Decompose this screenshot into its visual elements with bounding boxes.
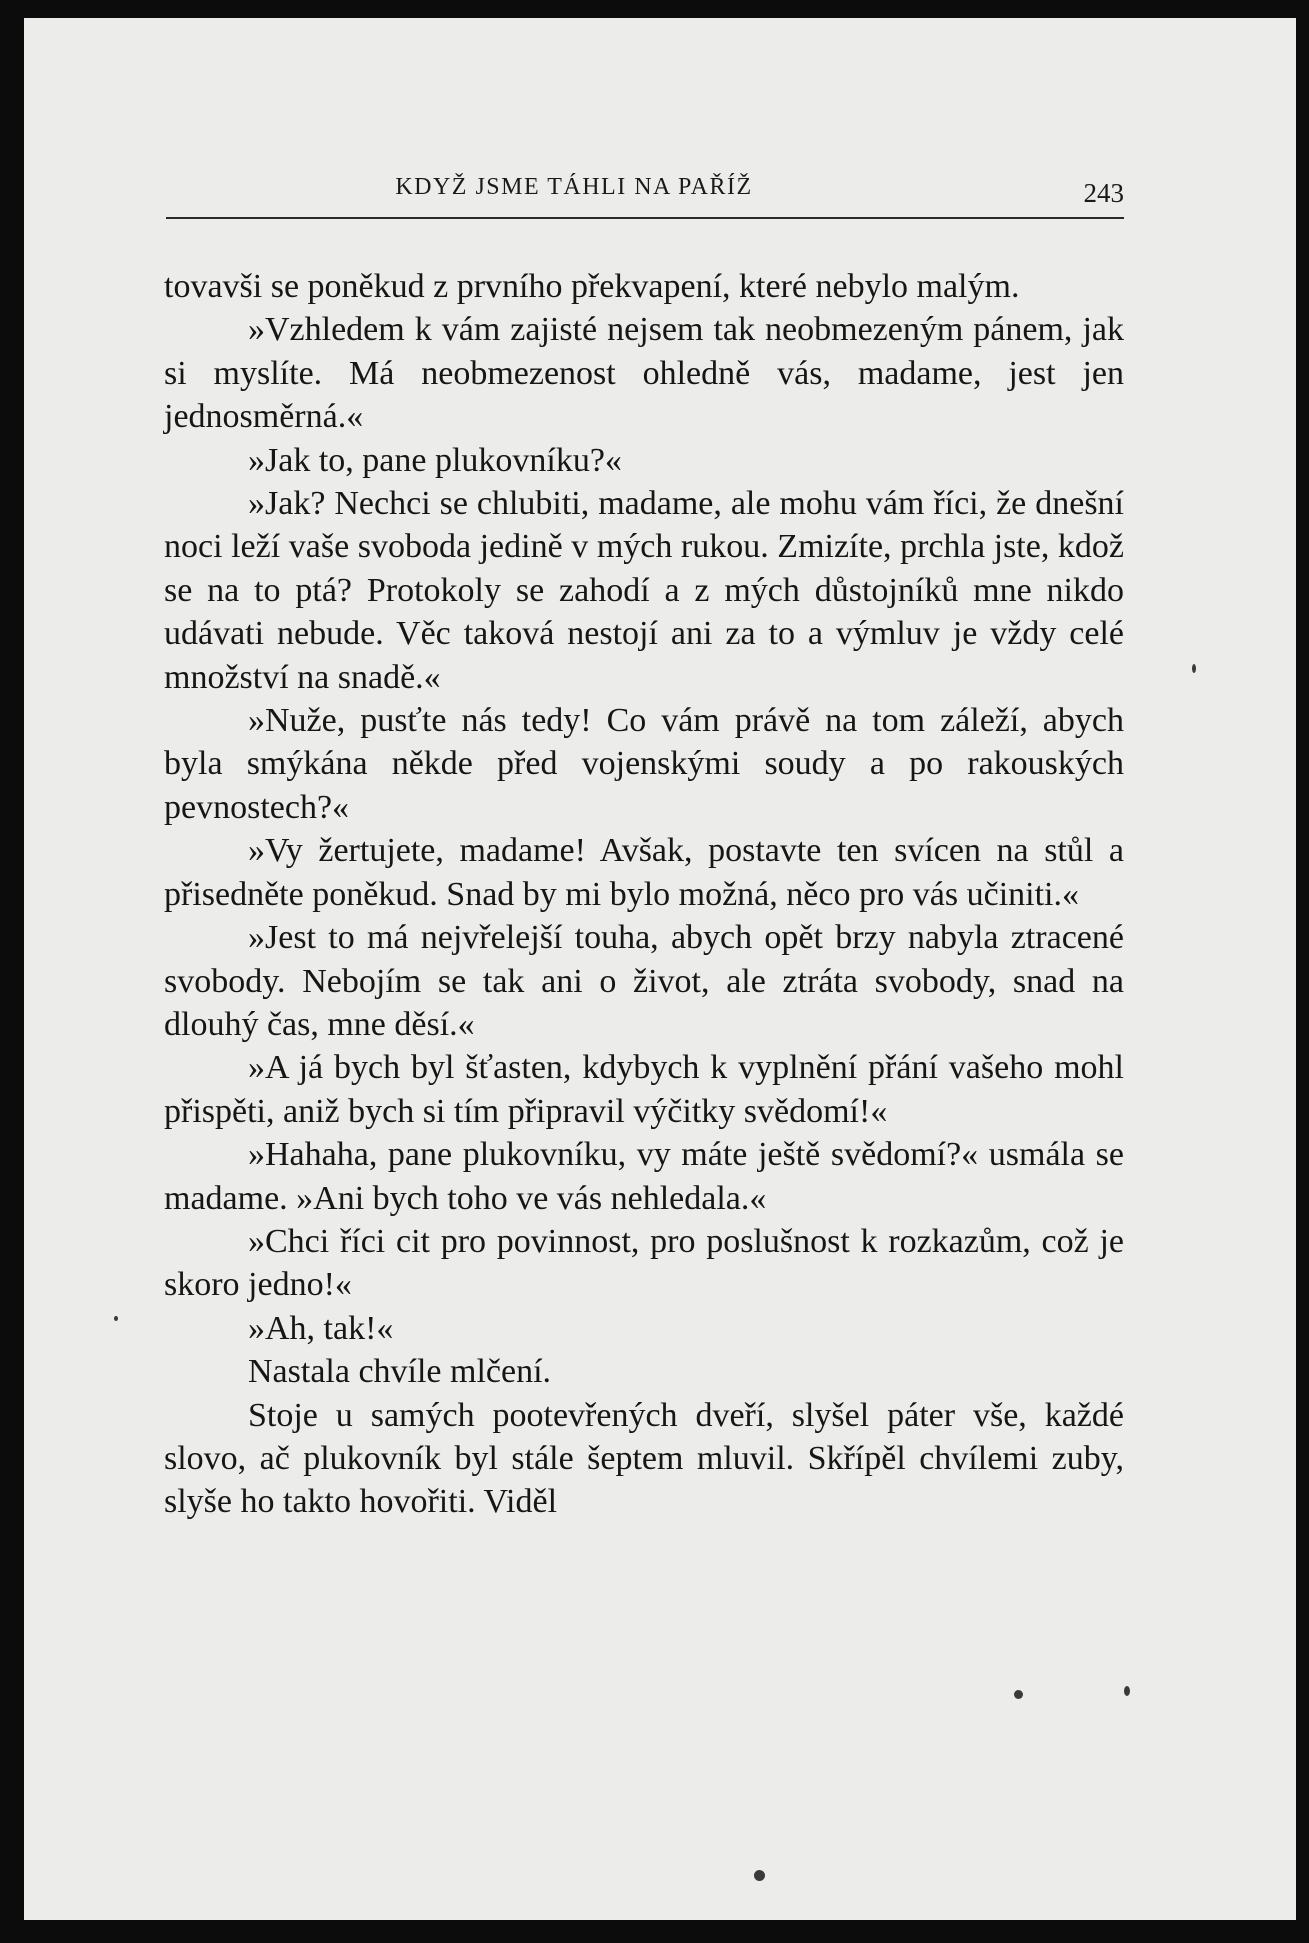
- print-speck: [754, 1870, 765, 1881]
- paragraph: tovavši se poněkud z prvního překvapení, které nebylo malým.: [164, 268, 1020, 305]
- paragraph: »Nuže, pusťte nás tedy! Co vám právě na tom záleží, abych byla smýkána někde před vojenskými soudy a po rakouských pevnostech?«: [164, 702, 1124, 826]
- paragraph: Nastala chvíle mlčení.: [248, 1353, 552, 1391]
- print-speck: [1014, 1690, 1023, 1699]
- page-number: 243: [1083, 178, 1124, 208]
- body-text: [164, 265, 1124, 1524]
- paragraph: »A já bych byl šťasten, kdybych k vyplnění přání vašeho mohl přispěti, aniž bych si tím připravil výčitky svědomí!«: [164, 1049, 1124, 1130]
- paragraph: »Jak to, pane plukovníku?«: [248, 441, 622, 479]
- running-header: [164, 170, 1124, 210]
- print-speck: [114, 1316, 118, 1321]
- header-rule: [166, 217, 1124, 219]
- paragraph: »Chci říci cit pro povinnost, pro poslušnost k rozkazům, což je skoro jedno!«: [164, 1222, 1124, 1304]
- running-title: KDYŽ JSME TÁHLI NA PAŘÍŽ: [395, 174, 753, 200]
- paragraph: »Vy žertujete, madame! Avšak, postavte ten svícen na stůl a přisedněte poněkud. Snad by mi bylo možná, něco pro vás učiniti.«: [164, 832, 1124, 913]
- print-speck: [1124, 1686, 1130, 1696]
- paragraph: »Jest to má nejvřelejší touha, abych opět brzy nabyla ztracené svobody. Nebojím se tak ani o život, ale ztráta svobody, snad na dlouhý čas, mne děsí.«: [164, 919, 1124, 1043]
- paragraph: »Vzhledem k vám zajisté nejsem tak neobmezeným pánem, jak si myslíte. Má neobmezenost ohledně vás, madame, jest jen jednosměrná.«: [164, 311, 1124, 436]
- paragraph: Stoje u samých pootevřených dveří, slyšel páter vše, každé slovo, ač plukovník byl stále šeptem mluvil. Skřípěl chvílemi zuby, slyše ho takto hovořiti. Viděl: [164, 1396, 1124, 1521]
- print-speck: [1192, 664, 1196, 673]
- book-page: [24, 18, 1296, 1920]
- paragraph: »Hahaha, pane plukovníku, vy máte ještě svědomí?« usmála se madame. »Ani bych toho ve vás nehledala.«: [164, 1136, 1124, 1217]
- paragraph: »Jak? Nechci se chlubiti, madame, ale mohu vám říci, že dnešní noci leží vaše svoboda jedině v mých rukou. Zmizíte, prchla jste, kdož se na to ptá? Protokoly se zahodí a z mých důstojníků mne nikdo udávati nebude. Věc taková nestojí ani za to a výmluv je vždy celé množství na snadě.«: [164, 485, 1124, 696]
- paragraph: »Ah, tak!«: [248, 1309, 394, 1347]
